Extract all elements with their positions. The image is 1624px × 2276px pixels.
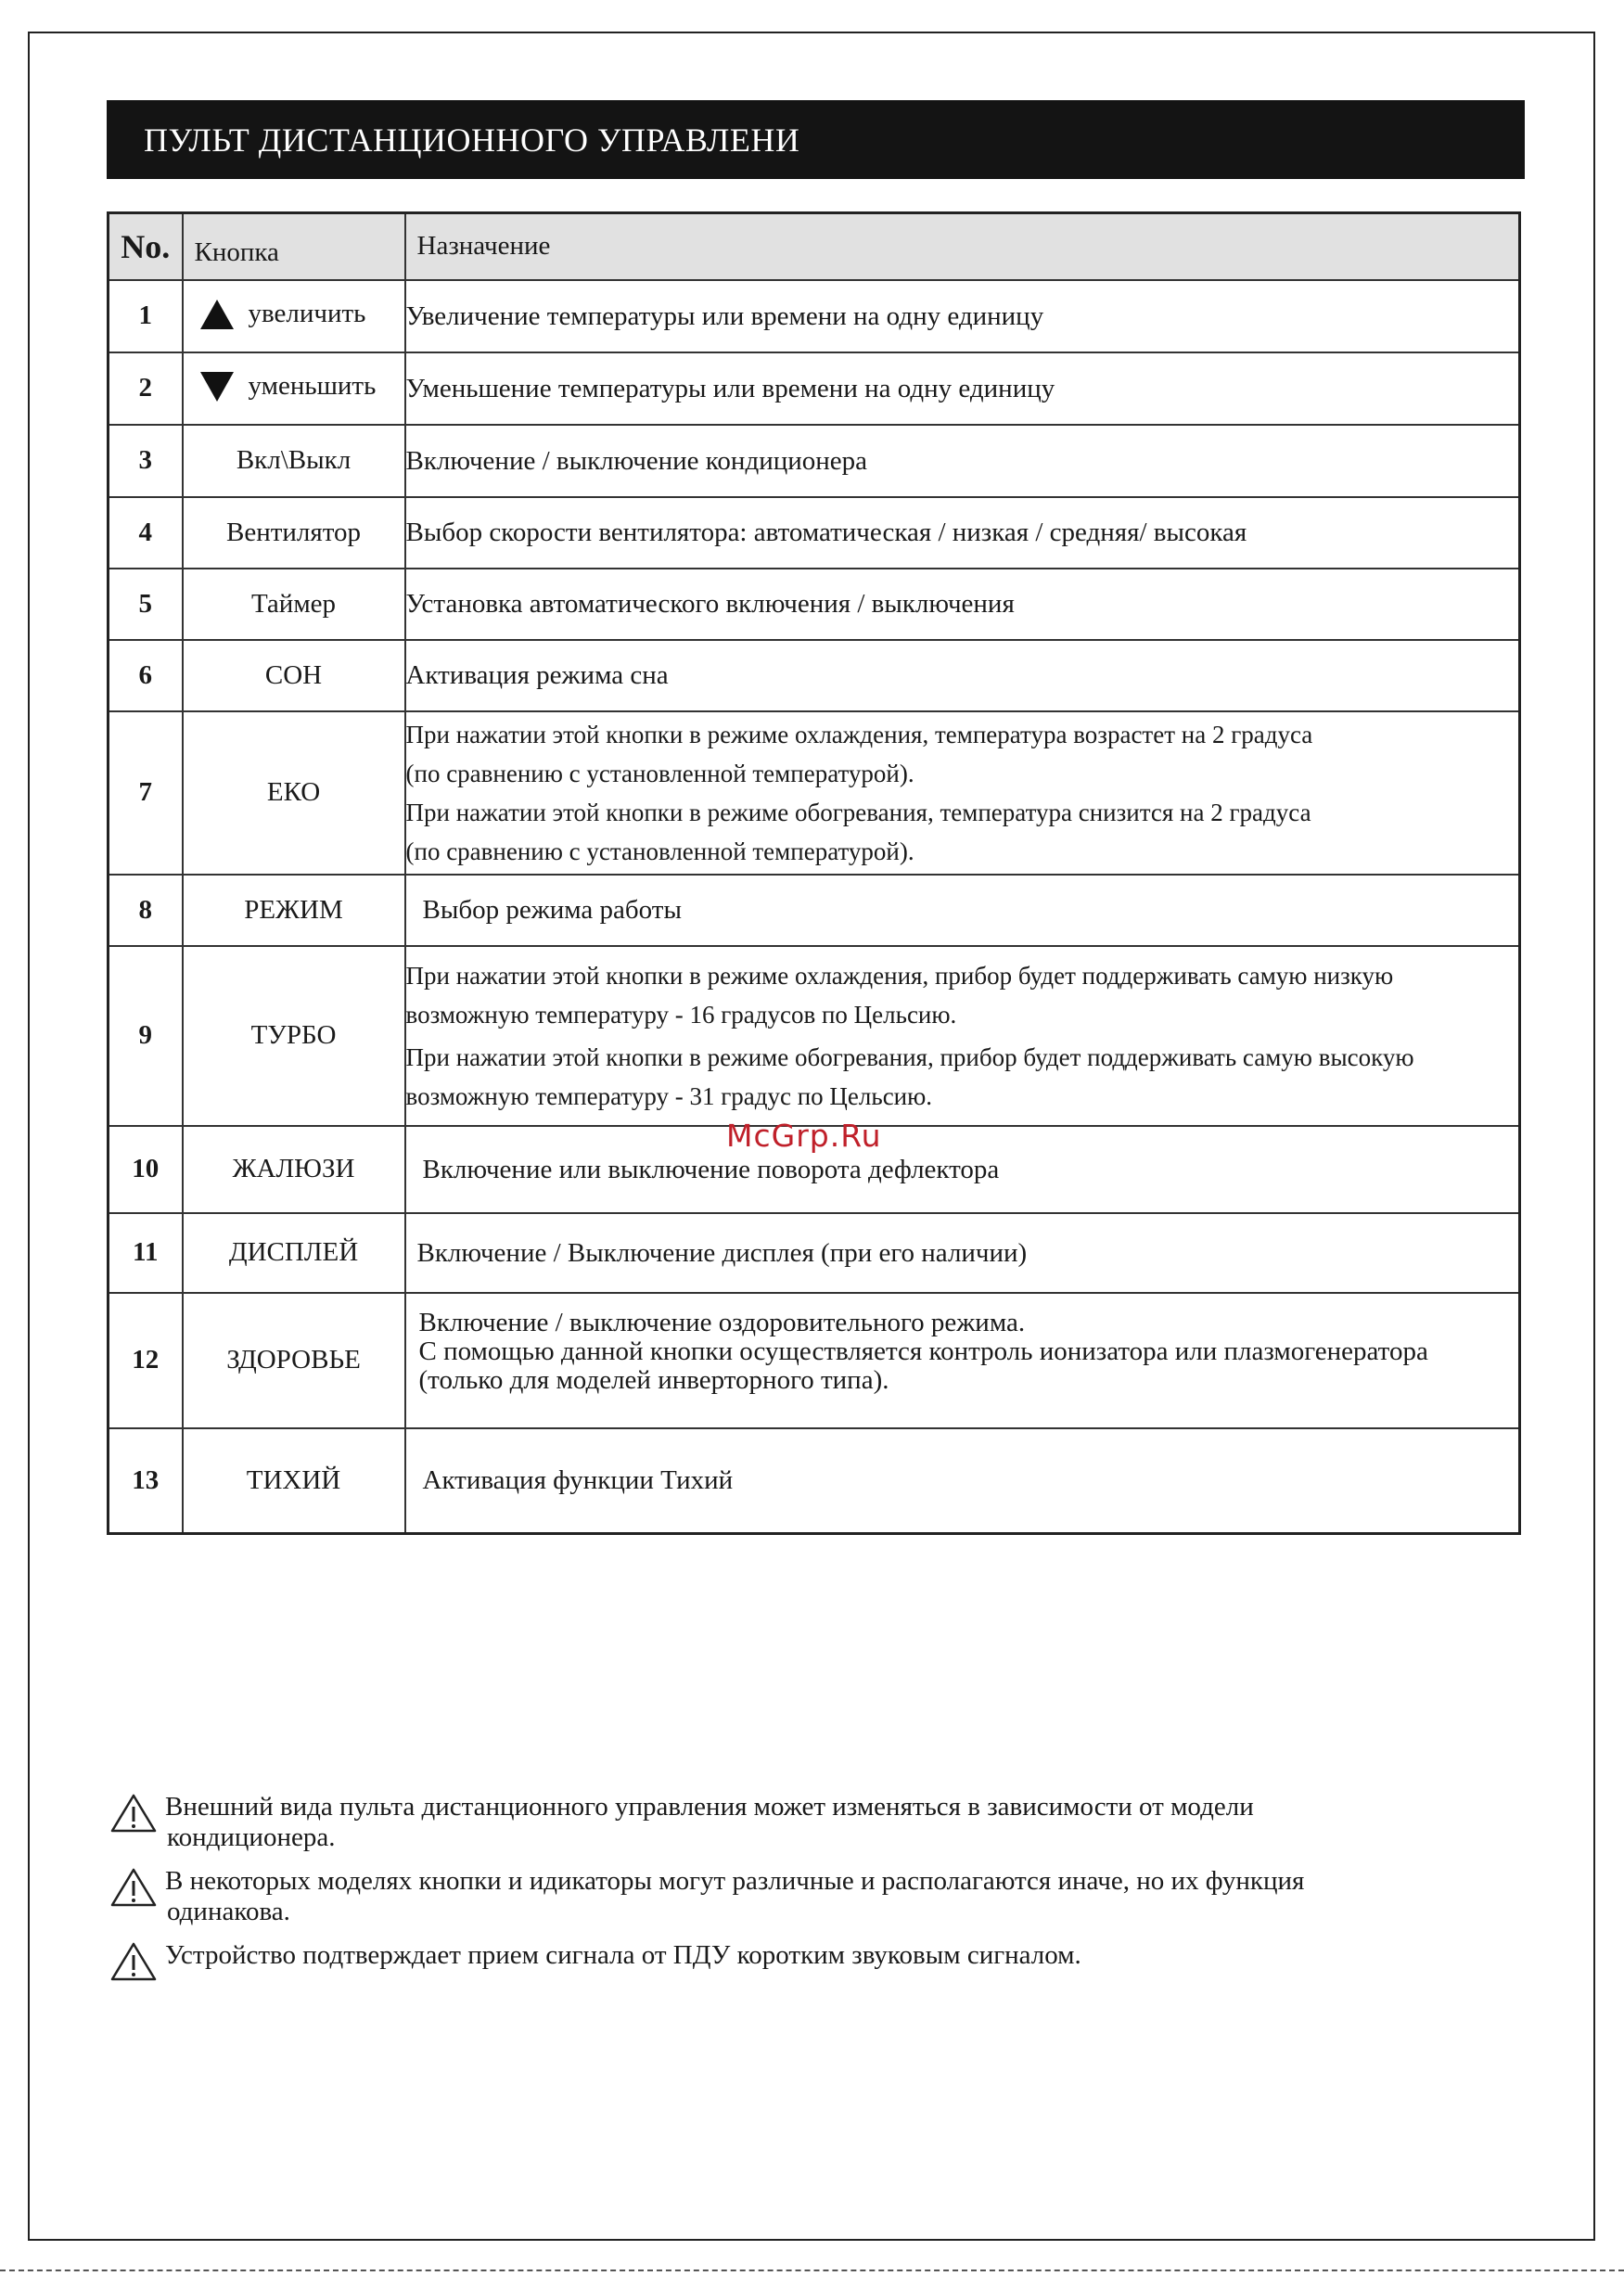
watermark: McGrp.Ru [726, 1118, 882, 1154]
table-row [109, 946, 1520, 1126]
description-line: При нажатии этой кнопки в режиме охлаждения, температура возрастет на 2 градуса [405, 720, 1313, 748]
note-line: Внешний вида пульта дистанционного управления может изменяться в зависимости от модели [165, 1792, 1254, 1822]
description-line: Включение или выключение поворота дефлектора [422, 1154, 1000, 1184]
note-text [165, 1866, 1501, 1927]
button-name: Таймер [183, 569, 405, 640]
title-bar [107, 100, 1525, 179]
description-cell [405, 875, 1520, 946]
warning-icon [109, 1793, 158, 1834]
page-title: ПУЛЬТ ДИСТАНЦИОННОГО УПРАВЛЕНИ [144, 121, 800, 159]
note-line: Устройство подтверждает прием сигнала от ПДУ коротким звуковым сигналом. [165, 1940, 1081, 1970]
description-cell [405, 1126, 1520, 1213]
warning-icon [109, 1867, 158, 1908]
description-line: Установка автоматического включения / выключения [405, 589, 1015, 619]
row-number: 5 [109, 569, 183, 640]
remote-buttons-table [107, 211, 1521, 1535]
note-line: кондиционера. [167, 1822, 336, 1852]
description-cell [405, 711, 1520, 875]
table-row [109, 640, 1520, 711]
description-line: Уменьшение температуры или времени на одну единицу [405, 373, 1055, 403]
button-name: ЗДОРОВЬЕ [183, 1293, 405, 1428]
description-cell [405, 569, 1520, 640]
description-line: (по сравнению с установленной температурой). [405, 837, 914, 865]
description-line: Выбор режима работы [422, 895, 682, 925]
description-line: Включение / выключение кондиционера [405, 445, 868, 476]
table-row [109, 569, 1520, 640]
notes [109, 1792, 1501, 1995]
description-cell [405, 1213, 1520, 1293]
description-cell [405, 280, 1520, 352]
note-text [165, 1940, 1501, 1971]
header-button: Кнопка [183, 213, 405, 280]
header-no: No. [109, 213, 183, 280]
table-row [109, 1428, 1520, 1534]
note-item [109, 1792, 1501, 1853]
description-line: Активация функции Тихий [422, 1465, 734, 1496]
table-row [109, 425, 1520, 497]
row-number: 2 [109, 352, 183, 425]
table-row [109, 497, 1520, 569]
row-number: 8 [109, 875, 183, 946]
button-name: ТУРБО [183, 946, 405, 1126]
row-number: 4 [109, 497, 183, 569]
button-name: ДИСПЛЕЙ [183, 1213, 405, 1293]
description-cell [405, 640, 1520, 711]
description-line: (по сравнению с установленной температурой). [405, 759, 914, 787]
description-line: С помощью данной кнопки осуществляется контроль ионизатора или плазмогенератора [418, 1336, 1428, 1366]
description-line: возможную температуру - 31 градус по Цельсию. [405, 1081, 933, 1110]
description-cell [405, 1428, 1520, 1534]
description-cell [405, 497, 1520, 569]
button-cell [183, 280, 405, 352]
table-row [109, 1293, 1520, 1428]
description-line: При нажатии этой кнопки в режиме охлаждения, прибор будет поддерживать самую низкую [405, 961, 1394, 990]
table-row [109, 352, 1520, 425]
table-header-row [109, 213, 1520, 280]
triangle-down-icon [200, 372, 234, 402]
description-line: возможную температуру - 16 градусов по Цельсию. [405, 1000, 957, 1029]
bottom-rule [0, 2270, 1624, 2271]
row-number: 9 [109, 946, 183, 1126]
note-item [109, 1940, 1501, 1982]
button-name: ТИХИЙ [183, 1428, 405, 1534]
button-name: СОН [183, 640, 405, 711]
row-number: 3 [109, 425, 183, 497]
description-line: Включение / выключение оздоровительного режима. [418, 1307, 1026, 1337]
description-line: Активация режима сна [405, 660, 669, 690]
row-number: 10 [109, 1126, 183, 1213]
row-number: 6 [109, 640, 183, 711]
row-number: 11 [109, 1213, 183, 1293]
description-line: При нажатии этой кнопки в режиме обогревания, температура снизится на 2 градуса [405, 798, 1311, 826]
description-cell [405, 1293, 1520, 1428]
description-cell [405, 352, 1520, 425]
row-number: 1 [109, 280, 183, 352]
note-line: одинакова. [167, 1897, 290, 1926]
description-cell [405, 425, 1520, 497]
description-line: Включение / Выключение дисплея (при его наличии) [416, 1237, 1028, 1268]
description-line: (только для моделей инверторного типа). [418, 1364, 889, 1395]
warning-icon [109, 1941, 158, 1982]
table-row [109, 1213, 1520, 1293]
button-name: увеличить [248, 299, 366, 329]
note-text [165, 1792, 1501, 1853]
button-name: РЕЖИМ [183, 875, 405, 946]
button-name: Вкл\Выкл [183, 425, 405, 497]
table-row [109, 875, 1520, 946]
description-line: При нажатии этой кнопки в режиме обогревания, прибор будет поддерживать самую высокую [405, 1042, 1414, 1071]
description-line: Увеличение температуры или времени на одну единицу [405, 300, 1044, 331]
description-cell [405, 946, 1520, 1126]
note-item [109, 1866, 1501, 1927]
button-cell [183, 352, 405, 425]
row-number: 13 [109, 1428, 183, 1534]
description-line: Выбор скорости вентилятора: автоматическая / низкая / средняя/ высокая [405, 518, 1247, 547]
row-number: 12 [109, 1293, 183, 1428]
header-purpose: Назначение [405, 213, 1520, 280]
button-name: ЖАЛЮЗИ [183, 1126, 405, 1213]
table-row [109, 711, 1520, 875]
button-name: уменьшить [248, 371, 377, 402]
button-name: ЕКО [183, 711, 405, 875]
triangle-up-icon [200, 300, 234, 329]
table-row [109, 280, 1520, 352]
note-line: В некоторых моделях кнопки и идикаторы могут различные и располагаются иначе, но их функция [165, 1866, 1305, 1896]
button-name: Вентилятор [183, 497, 405, 569]
row-number: 7 [109, 711, 183, 875]
